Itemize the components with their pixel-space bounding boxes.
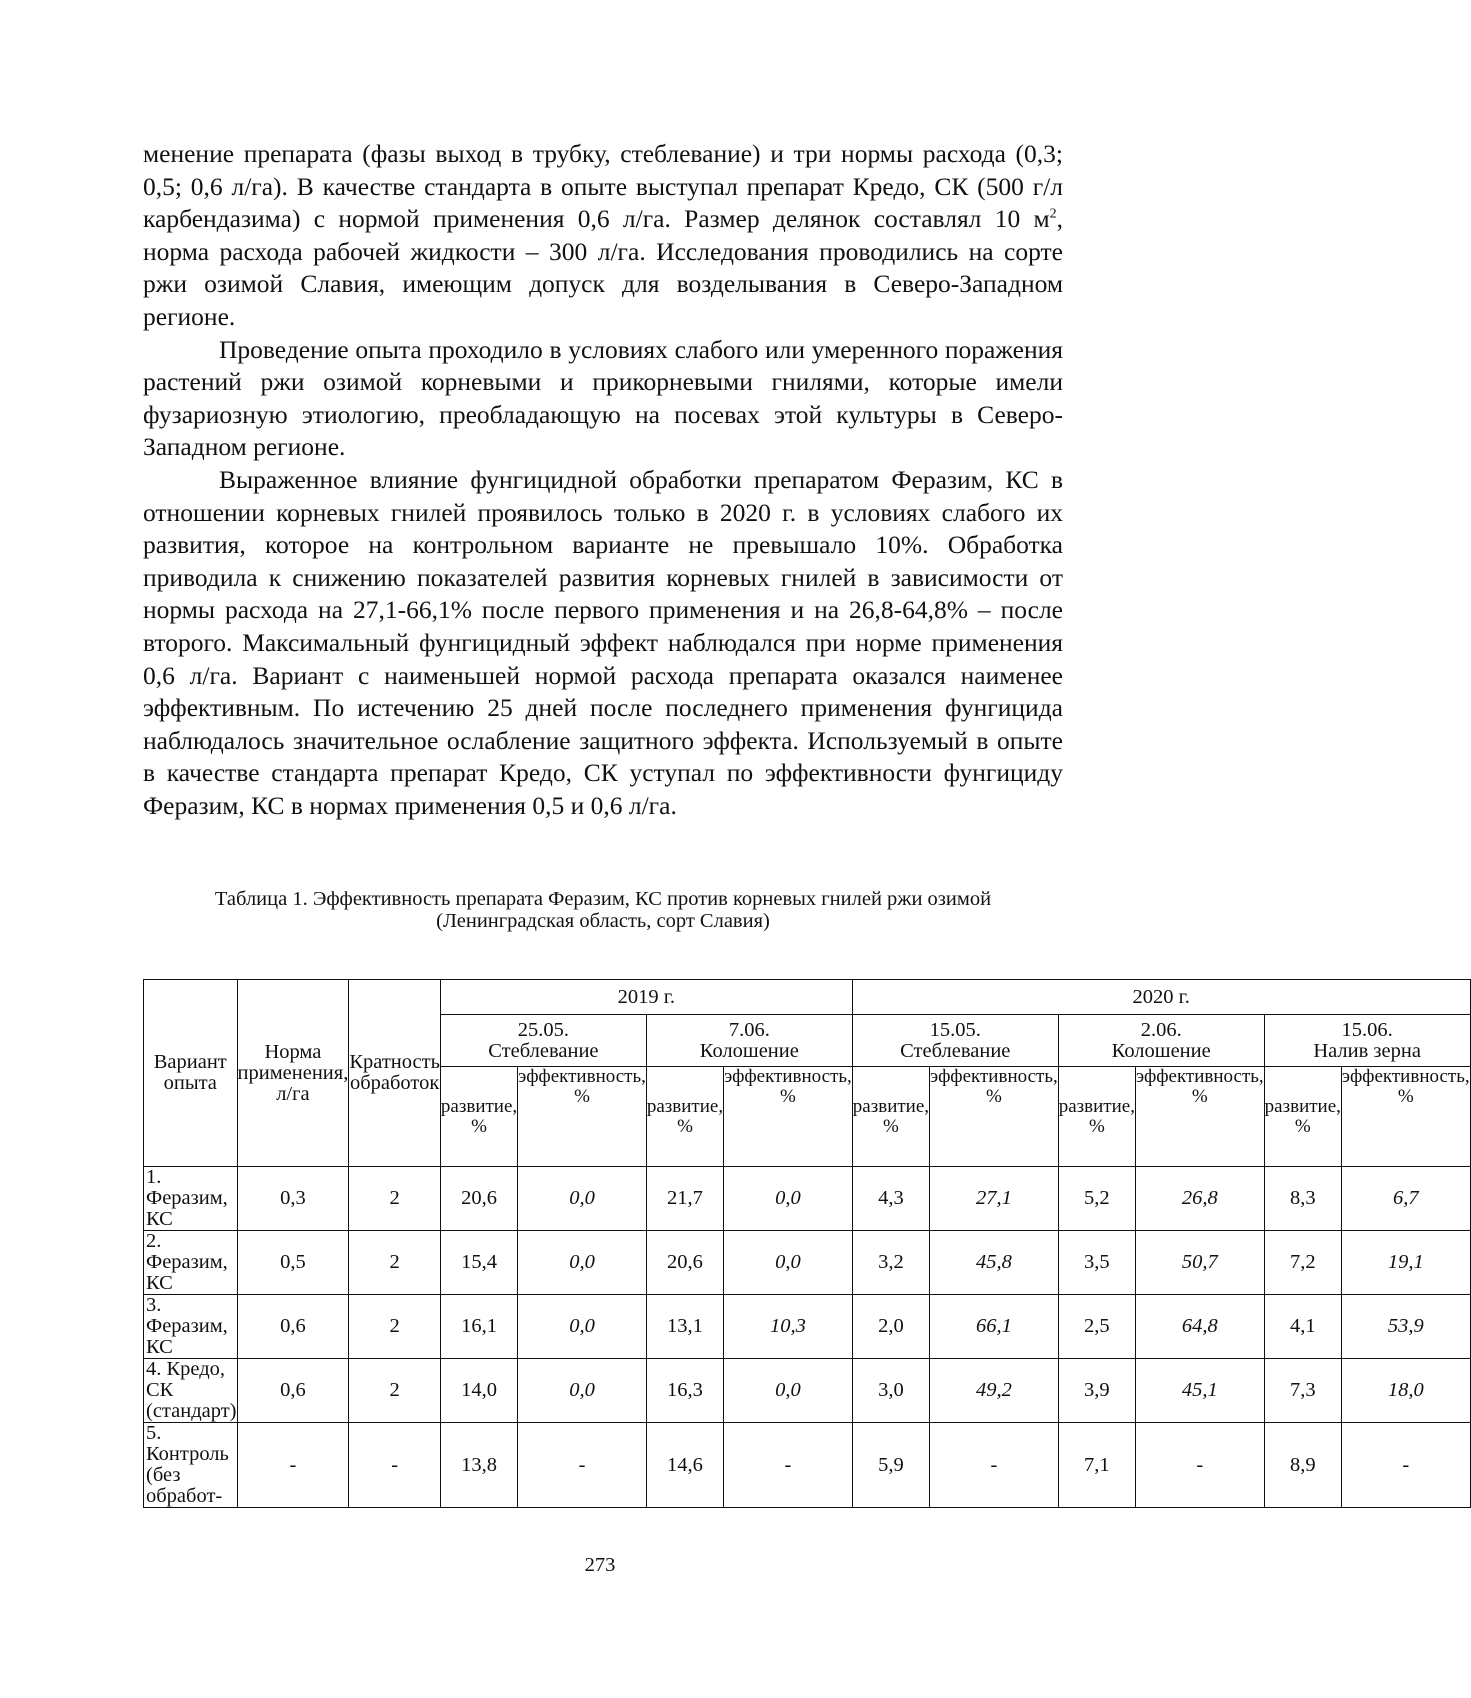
development-cell: 3,9 xyxy=(1058,1359,1135,1423)
development-cell: 14,6 xyxy=(646,1423,723,1508)
development-cell: 3,5 xyxy=(1058,1231,1135,1295)
efficiency-cell: 10,3 xyxy=(724,1295,853,1359)
results-table xyxy=(143,979,1471,1508)
header-row-years xyxy=(144,980,1471,1015)
header-date-5 xyxy=(1264,1015,1470,1067)
variant-cell: 5. Контроль (без обработ- xyxy=(144,1423,238,1508)
efficiency-cell: 0,0 xyxy=(518,1359,647,1423)
header-year-2020: 2020 г. xyxy=(852,980,1470,1015)
efficiency-cell: 45,8 xyxy=(930,1231,1059,1295)
header-date-3 xyxy=(852,1015,1058,1067)
efficiency-cell: - xyxy=(930,1423,1059,1508)
efficiency-cell: 0,0 xyxy=(518,1231,647,1295)
table-row xyxy=(144,1359,1471,1423)
header-norm: Норма применения, л/га xyxy=(237,980,349,1167)
header-efficiency: эффективность, % xyxy=(1341,1067,1470,1167)
development-cell: 4,1 xyxy=(1264,1295,1341,1359)
development-cell: 7,3 xyxy=(1264,1359,1341,1423)
development-cell: 4,3 xyxy=(852,1167,929,1231)
development-cell: 7,1 xyxy=(1058,1423,1135,1508)
development-cell: 3,2 xyxy=(852,1231,929,1295)
header-development: развитие, % xyxy=(852,1067,929,1167)
paragraph-2: Проведение опыта проходило в условиях слабого или умеренного поражения растений ржи озимой корневыми и прикорневыми гнилями, которые имели фузариозную этиологию, преобладающую на посевах этой культуры в Северо-Западном регионе. xyxy=(143,334,1063,462)
caption-subtitle: (Ленинградская область, сорт Славия) xyxy=(436,910,770,932)
efficiency-cell: 19,1 xyxy=(1341,1231,1470,1295)
efficiency-cell: 27,1 xyxy=(930,1167,1059,1231)
efficiency-cell: 0,0 xyxy=(724,1231,853,1295)
multiplicity-cell: 2 xyxy=(349,1231,441,1295)
efficiency-cell: 53,9 xyxy=(1341,1295,1470,1359)
date-1: 25.05. xyxy=(517,1018,570,1041)
efficiency-cell: 0,0 xyxy=(724,1167,853,1231)
table-row xyxy=(144,1167,1471,1231)
efficiency-cell: 18,0 xyxy=(1341,1359,1470,1423)
variant-cell: 3. Феразим, КС xyxy=(144,1295,238,1359)
development-cell: 20,6 xyxy=(646,1231,723,1295)
efficiency-cell: 49,2 xyxy=(930,1359,1059,1423)
variant-cell: 2. Феразим, КС xyxy=(144,1231,238,1295)
development-cell: 2,5 xyxy=(1058,1295,1135,1359)
development-cell: 13,1 xyxy=(646,1295,723,1359)
variant-cell: 4. Кредо, СК (стандарт) xyxy=(144,1359,238,1423)
superscript-2: 2 xyxy=(1049,206,1057,222)
table-caption xyxy=(143,888,1063,932)
development-cell: 21,7 xyxy=(646,1167,723,1231)
table-row xyxy=(144,1231,1471,1295)
development-cell: 13,8 xyxy=(440,1423,517,1508)
development-cell: 16,3 xyxy=(646,1359,723,1423)
header-development: развитие, % xyxy=(1058,1067,1135,1167)
table-row xyxy=(144,1295,1471,1359)
norm-cell: - xyxy=(237,1423,349,1508)
phase-5: Налив зерна xyxy=(1313,1039,1421,1062)
header-efficiency: эффективность, % xyxy=(930,1067,1059,1167)
header-development: развитие, % xyxy=(1264,1067,1341,1167)
header-variant: Вариант опыта xyxy=(144,980,238,1167)
development-cell: 8,9 xyxy=(1264,1423,1341,1508)
norm-cell: 0,3 xyxy=(237,1167,349,1231)
variant-cell: 1. Феразим, КС xyxy=(144,1167,238,1231)
table-row xyxy=(144,1423,1471,1508)
norm-cell: 0,6 xyxy=(237,1295,349,1359)
phase-3: Стеблевание xyxy=(900,1039,1011,1062)
development-cell: 20,6 xyxy=(440,1167,517,1231)
development-cell: 5,9 xyxy=(852,1423,929,1508)
development-cell: 2,0 xyxy=(852,1295,929,1359)
paragraph-1 xyxy=(143,138,1063,334)
date-4: 2.06. xyxy=(1140,1018,1182,1041)
norm-cell: 0,5 xyxy=(237,1231,349,1295)
development-cell: 15,4 xyxy=(440,1231,517,1295)
header-efficiency: эффективность, % xyxy=(1135,1067,1264,1167)
table-body xyxy=(144,1167,1471,1508)
efficiency-cell: - xyxy=(518,1423,647,1508)
multiplicity-cell: 2 xyxy=(349,1359,441,1423)
body-text xyxy=(143,138,1063,822)
date-3: 15.05. xyxy=(929,1018,981,1041)
paragraph-1-text: менение препарата (фазы выход в трубку, стеблевание) и три нормы расхода (0,3; 0,5; 0,6 л/га). В качестве стандарта в опыте выступал препарат Кредо, СК (500 г/л карбендазима) с нормой применения 0,6 л/га. Размер делянок составлял 10 м xyxy=(143,139,1063,234)
development-cell: 14,0 xyxy=(440,1359,517,1423)
efficiency-cell: - xyxy=(1135,1423,1264,1508)
efficiency-cell: 66,1 xyxy=(930,1295,1059,1359)
development-cell: 5,2 xyxy=(1058,1167,1135,1231)
efficiency-cell: - xyxy=(724,1423,853,1508)
development-cell: 7,2 xyxy=(1264,1231,1341,1295)
norm-cell: 0,6 xyxy=(237,1359,349,1423)
efficiency-cell: 64,8 xyxy=(1135,1295,1264,1359)
header-date-2 xyxy=(646,1015,852,1067)
header-date-4 xyxy=(1058,1015,1264,1067)
multiplicity-cell: 2 xyxy=(349,1295,441,1359)
efficiency-cell: 0,0 xyxy=(518,1295,647,1359)
header-date-1 xyxy=(440,1015,646,1067)
page-number: 273 xyxy=(584,1554,616,1576)
efficiency-cell: 50,7 xyxy=(1135,1231,1264,1295)
caption-title: Таблица 1. Эффективность препарата Феразим, КС против корневых гнилей ржи озимой xyxy=(214,888,992,910)
paragraph-1-tail: , норма расхода рабочей жидкости – 300 л/га. Исследования проводились на сорте ржи озимой Славия, имеющим допуск для возделывания в Северо-Западном регионе. xyxy=(143,204,1063,331)
efficiency-cell: 45,1 xyxy=(1135,1359,1264,1423)
multiplicity-cell: - xyxy=(349,1423,441,1508)
date-5: 15.06. xyxy=(1341,1018,1393,1041)
development-cell: 8,3 xyxy=(1264,1167,1341,1231)
paragraph-3: Выраженное влияние фунгицидной обработки препаратом Феразим, КС в отношении корневых гнилей проявилось только в 2020 г. в условиях слабого их развития, которое на контрольном варианте не превышало 10%. Обработка приводила к снижению показателей развития корневых гнилей в зависимости от нормы расхода на 27,1-66,1% после первого применения и на 26,8-64,8% – после второго. Максимальный фунгицидный эффект наблюдался при норме применения 0,6 л/га. Вариант с наименьшей нормой расхода препарата оказался наименее эффективным. По истечению 25 дней после последнего применения фунгицида наблюдалось значительное ослабление защитного эффекта. Используемый в опыте в качестве стандарта препарат Кредо, СК уступал по эффективности фунгициду Феразим, КС в нормах применения 0,5 и 0,6 л/га. xyxy=(143,464,1063,820)
efficiency-cell: 26,8 xyxy=(1135,1167,1264,1231)
date-2: 7.06. xyxy=(728,1018,770,1041)
header-efficiency: эффективность, % xyxy=(518,1067,647,1167)
header-development: развитие, % xyxy=(440,1067,517,1167)
header-year-2019: 2019 г. xyxy=(440,980,852,1015)
header-development: развитие, % xyxy=(646,1067,723,1167)
header-multiplicity: Кратность обработок xyxy=(349,980,441,1167)
phase-4: Колошение xyxy=(1111,1039,1211,1062)
multiplicity-cell: 2 xyxy=(349,1167,441,1231)
header-efficiency: эффективность, % xyxy=(724,1067,853,1167)
efficiency-cell: - xyxy=(1341,1423,1470,1508)
phase-2: Колошение xyxy=(699,1039,799,1062)
development-cell: 3,0 xyxy=(852,1359,929,1423)
efficiency-cell: 6,7 xyxy=(1341,1167,1470,1231)
efficiency-cell: 0,0 xyxy=(518,1167,647,1231)
efficiency-cell: 0,0 xyxy=(724,1359,853,1423)
development-cell: 16,1 xyxy=(440,1295,517,1359)
phase-1: Стеблевание xyxy=(488,1039,599,1062)
